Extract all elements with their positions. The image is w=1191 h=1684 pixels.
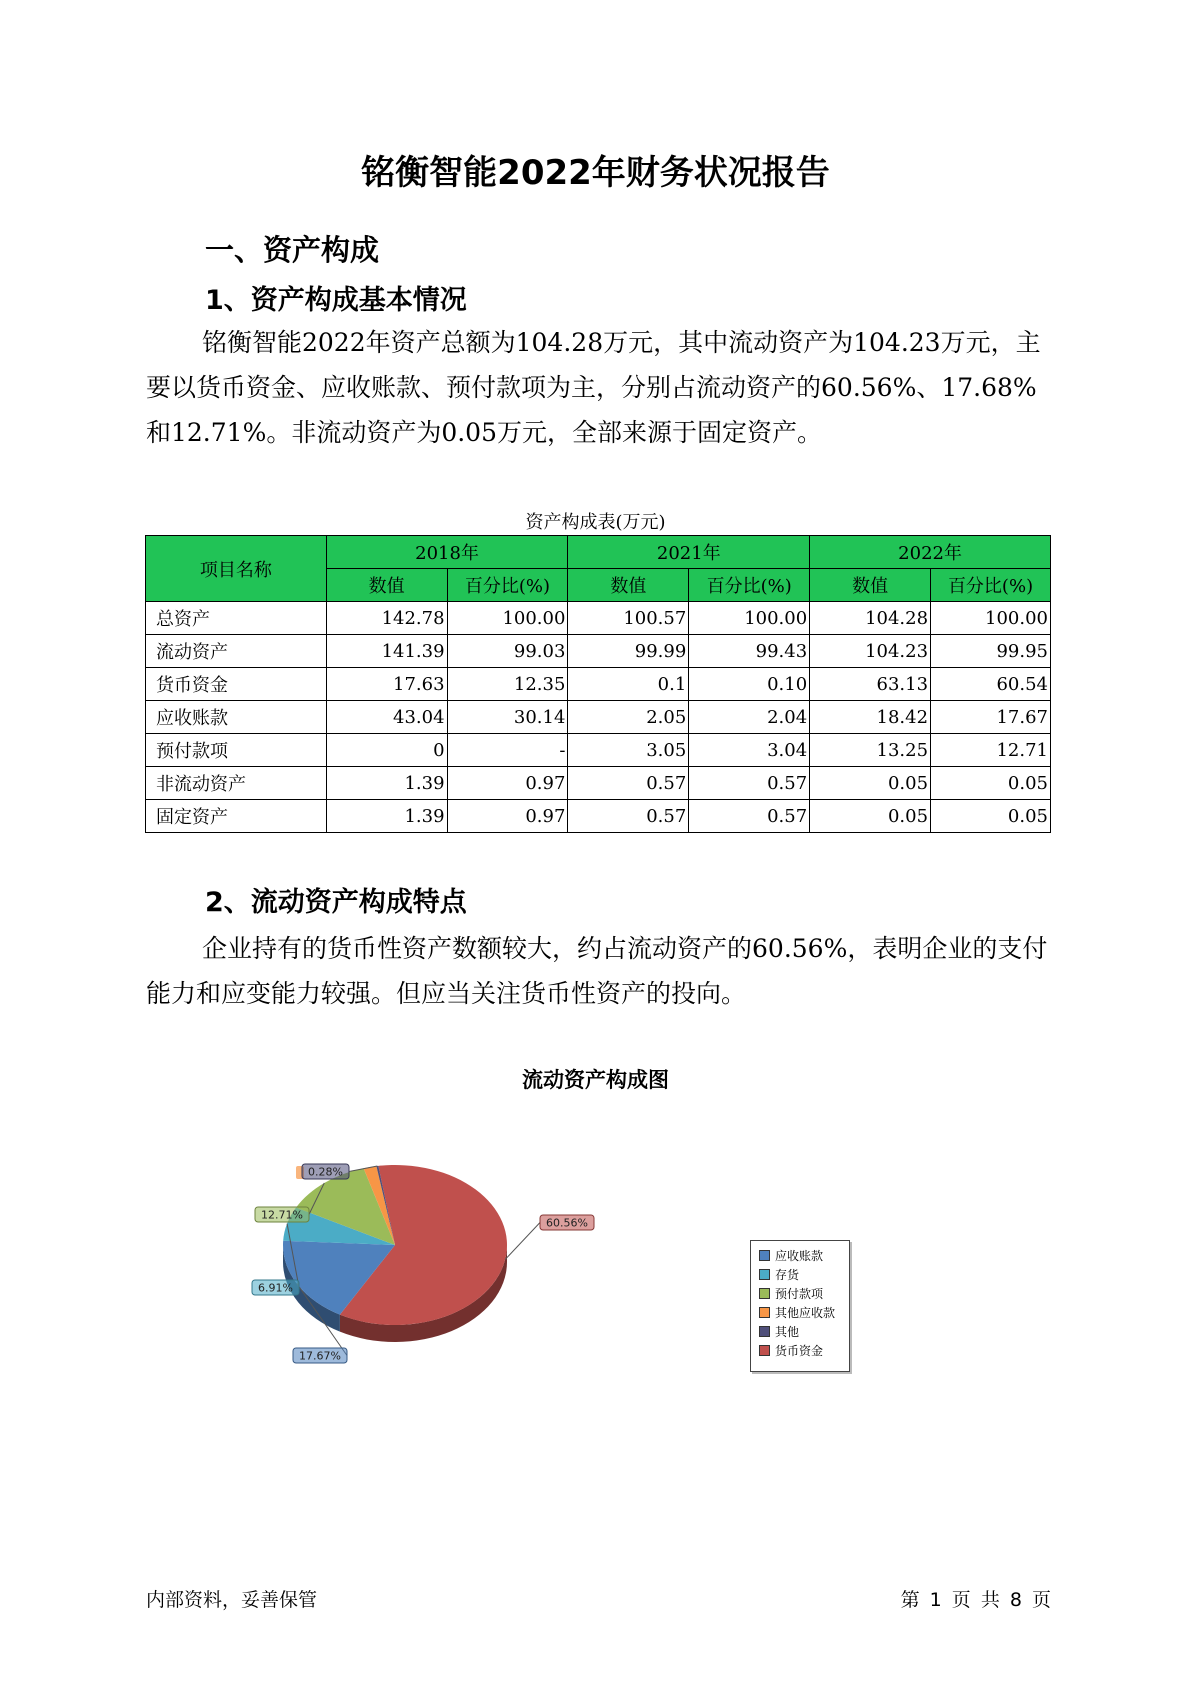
row-name: 流动资产 <box>146 635 327 668</box>
header-year: 2022年 <box>810 536 1051 569</box>
legend-label: 应收账款 <box>775 1249 824 1263</box>
cell-percent: 99.95 <box>931 635 1051 668</box>
cell-value: 63.13 <box>810 668 931 701</box>
cell-value: 0.05 <box>810 767 931 800</box>
pie-chart <box>230 1130 650 1380</box>
header-value: 数值 <box>326 569 447 602</box>
footer-confidential: 内部资料，妥善保管 <box>146 1589 318 1611</box>
legend-item <box>759 1323 799 1341</box>
row-name: 货币资金 <box>146 668 327 701</box>
header-item-name: 项目名称 <box>146 536 327 602</box>
row-name: 总资产 <box>146 602 327 635</box>
legend-label: 其他 <box>775 1325 800 1339</box>
data-label: 60.56% <box>546 1216 588 1230</box>
legend-item <box>759 1266 799 1284</box>
subheading-basic: 1、资产构成基本情况 <box>205 285 467 316</box>
cell-value: 2.05 <box>568 701 689 734</box>
table-row <box>146 734 1051 767</box>
row-name: 固定资产 <box>146 800 327 833</box>
legend-label: 其他应收款 <box>775 1306 836 1320</box>
cell-percent: 0.57 <box>689 800 810 833</box>
cell-value: 1.39 <box>326 767 447 800</box>
data-label: 6.91% <box>258 1281 293 1295</box>
header-value: 数值 <box>568 569 689 602</box>
footer-page-number: 第 1 页 共 8 页 <box>900 1589 1051 1611</box>
table-row <box>146 800 1051 833</box>
legend-swatch <box>759 1307 770 1318</box>
cell-value: 104.23 <box>810 635 931 668</box>
cell-value: 18.42 <box>810 701 931 734</box>
legend-swatch <box>759 1288 770 1299</box>
chart-title: 流动资产构成图 <box>522 1068 669 1092</box>
header-percent: 百分比(%) <box>447 569 568 602</box>
table-row <box>146 668 1051 701</box>
cell-percent: - <box>447 734 568 767</box>
cell-percent: 0.97 <box>447 767 568 800</box>
cell-percent: 100.00 <box>447 602 568 635</box>
cell-value: 17.63 <box>326 668 447 701</box>
legend-item <box>759 1285 823 1303</box>
paragraph-current-assets: 企业持有的货币性资产数额较大，约占流动资产的60.56%，表明企业的支付能力和应变能力较强。但应当关注货币性资产的投向。 <box>146 934 1048 1008</box>
cell-percent: 0.05 <box>931 767 1051 800</box>
legend-swatch <box>759 1326 770 1337</box>
cell-percent: 0.57 <box>689 767 810 800</box>
paragraph-basic: 铭衡智能2022年资产总额为104.28万元，其中流动资产为104.23万元，主要以货币资金、应收账款、预付款项为主，分别占流动资产的60.56%、17.68%和12.71%。非流动资产为0.05万元，全部来源于固定资产。 <box>146 328 1041 447</box>
label-leader-line <box>505 1223 540 1260</box>
report-title: 铭衡智能2022年财务状况报告 <box>361 153 830 193</box>
header-value: 数值 <box>810 569 931 602</box>
cell-value: 1.39 <box>326 800 447 833</box>
cell-percent: 12.71 <box>931 734 1051 767</box>
legend-item <box>759 1304 835 1322</box>
table-row <box>146 701 1051 734</box>
section-heading-assets: 一、资产构成 <box>205 233 380 267</box>
header-year: 2021年 <box>568 536 810 569</box>
legend-item <box>759 1342 823 1360</box>
legend-swatch <box>759 1250 770 1261</box>
cell-percent: 0.10 <box>689 668 810 701</box>
cell-percent: 99.03 <box>447 635 568 668</box>
table-row <box>146 602 1051 635</box>
row-name: 预付款项 <box>146 734 327 767</box>
cell-value: 43.04 <box>326 701 447 734</box>
table-row <box>146 767 1051 800</box>
cell-percent: 3.04 <box>689 734 810 767</box>
cell-value: 99.99 <box>568 635 689 668</box>
cell-percent: 2.04 <box>689 701 810 734</box>
cell-percent: 60.54 <box>931 668 1051 701</box>
cell-value: 13.25 <box>810 734 931 767</box>
cell-percent: 99.43 <box>689 635 810 668</box>
chart-legend <box>750 1240 850 1372</box>
table-caption: 资产构成表(万元) <box>525 512 666 533</box>
cell-percent: 12.35 <box>447 668 568 701</box>
cell-value: 0 <box>326 734 447 767</box>
cell-value: 3.05 <box>568 734 689 767</box>
data-label: 12.71% <box>261 1208 303 1222</box>
cell-value: 0.05 <box>810 800 931 833</box>
cell-value: 100.57 <box>568 602 689 635</box>
legend-item <box>759 1247 823 1265</box>
cell-value: 0.1 <box>568 668 689 701</box>
row-name: 应收账款 <box>146 701 327 734</box>
cell-percent: 30.14 <box>447 701 568 734</box>
legend-swatch <box>759 1269 770 1280</box>
cell-value: 104.28 <box>810 602 931 635</box>
data-label: 0.28% <box>308 1165 343 1179</box>
data-label: 17.67% <box>299 1349 341 1363</box>
subheading-current-assets: 2、流动资产构成特点 <box>205 887 467 918</box>
cell-percent: 17.67 <box>931 701 1051 734</box>
cell-percent: 0.05 <box>931 800 1051 833</box>
legend-label: 存货 <box>775 1268 800 1282</box>
legend-label: 货币资金 <box>775 1344 824 1358</box>
asset-table <box>145 535 1051 833</box>
cell-value: 142.78 <box>326 602 447 635</box>
cell-percent: 100.00 <box>689 602 810 635</box>
legend-swatch <box>759 1345 770 1356</box>
cell-value: 0.57 <box>568 800 689 833</box>
header-year: 2018年 <box>326 536 568 569</box>
cell-value: 141.39 <box>326 635 447 668</box>
table-row <box>146 635 1051 668</box>
cell-value: 0.57 <box>568 767 689 800</box>
legend-label: 预付款项 <box>775 1287 824 1301</box>
header-percent: 百分比(%) <box>931 569 1051 602</box>
cell-percent: 100.00 <box>931 602 1051 635</box>
header-percent: 百分比(%) <box>689 569 810 602</box>
cell-percent: 0.97 <box>447 800 568 833</box>
row-name: 非流动资产 <box>146 767 327 800</box>
